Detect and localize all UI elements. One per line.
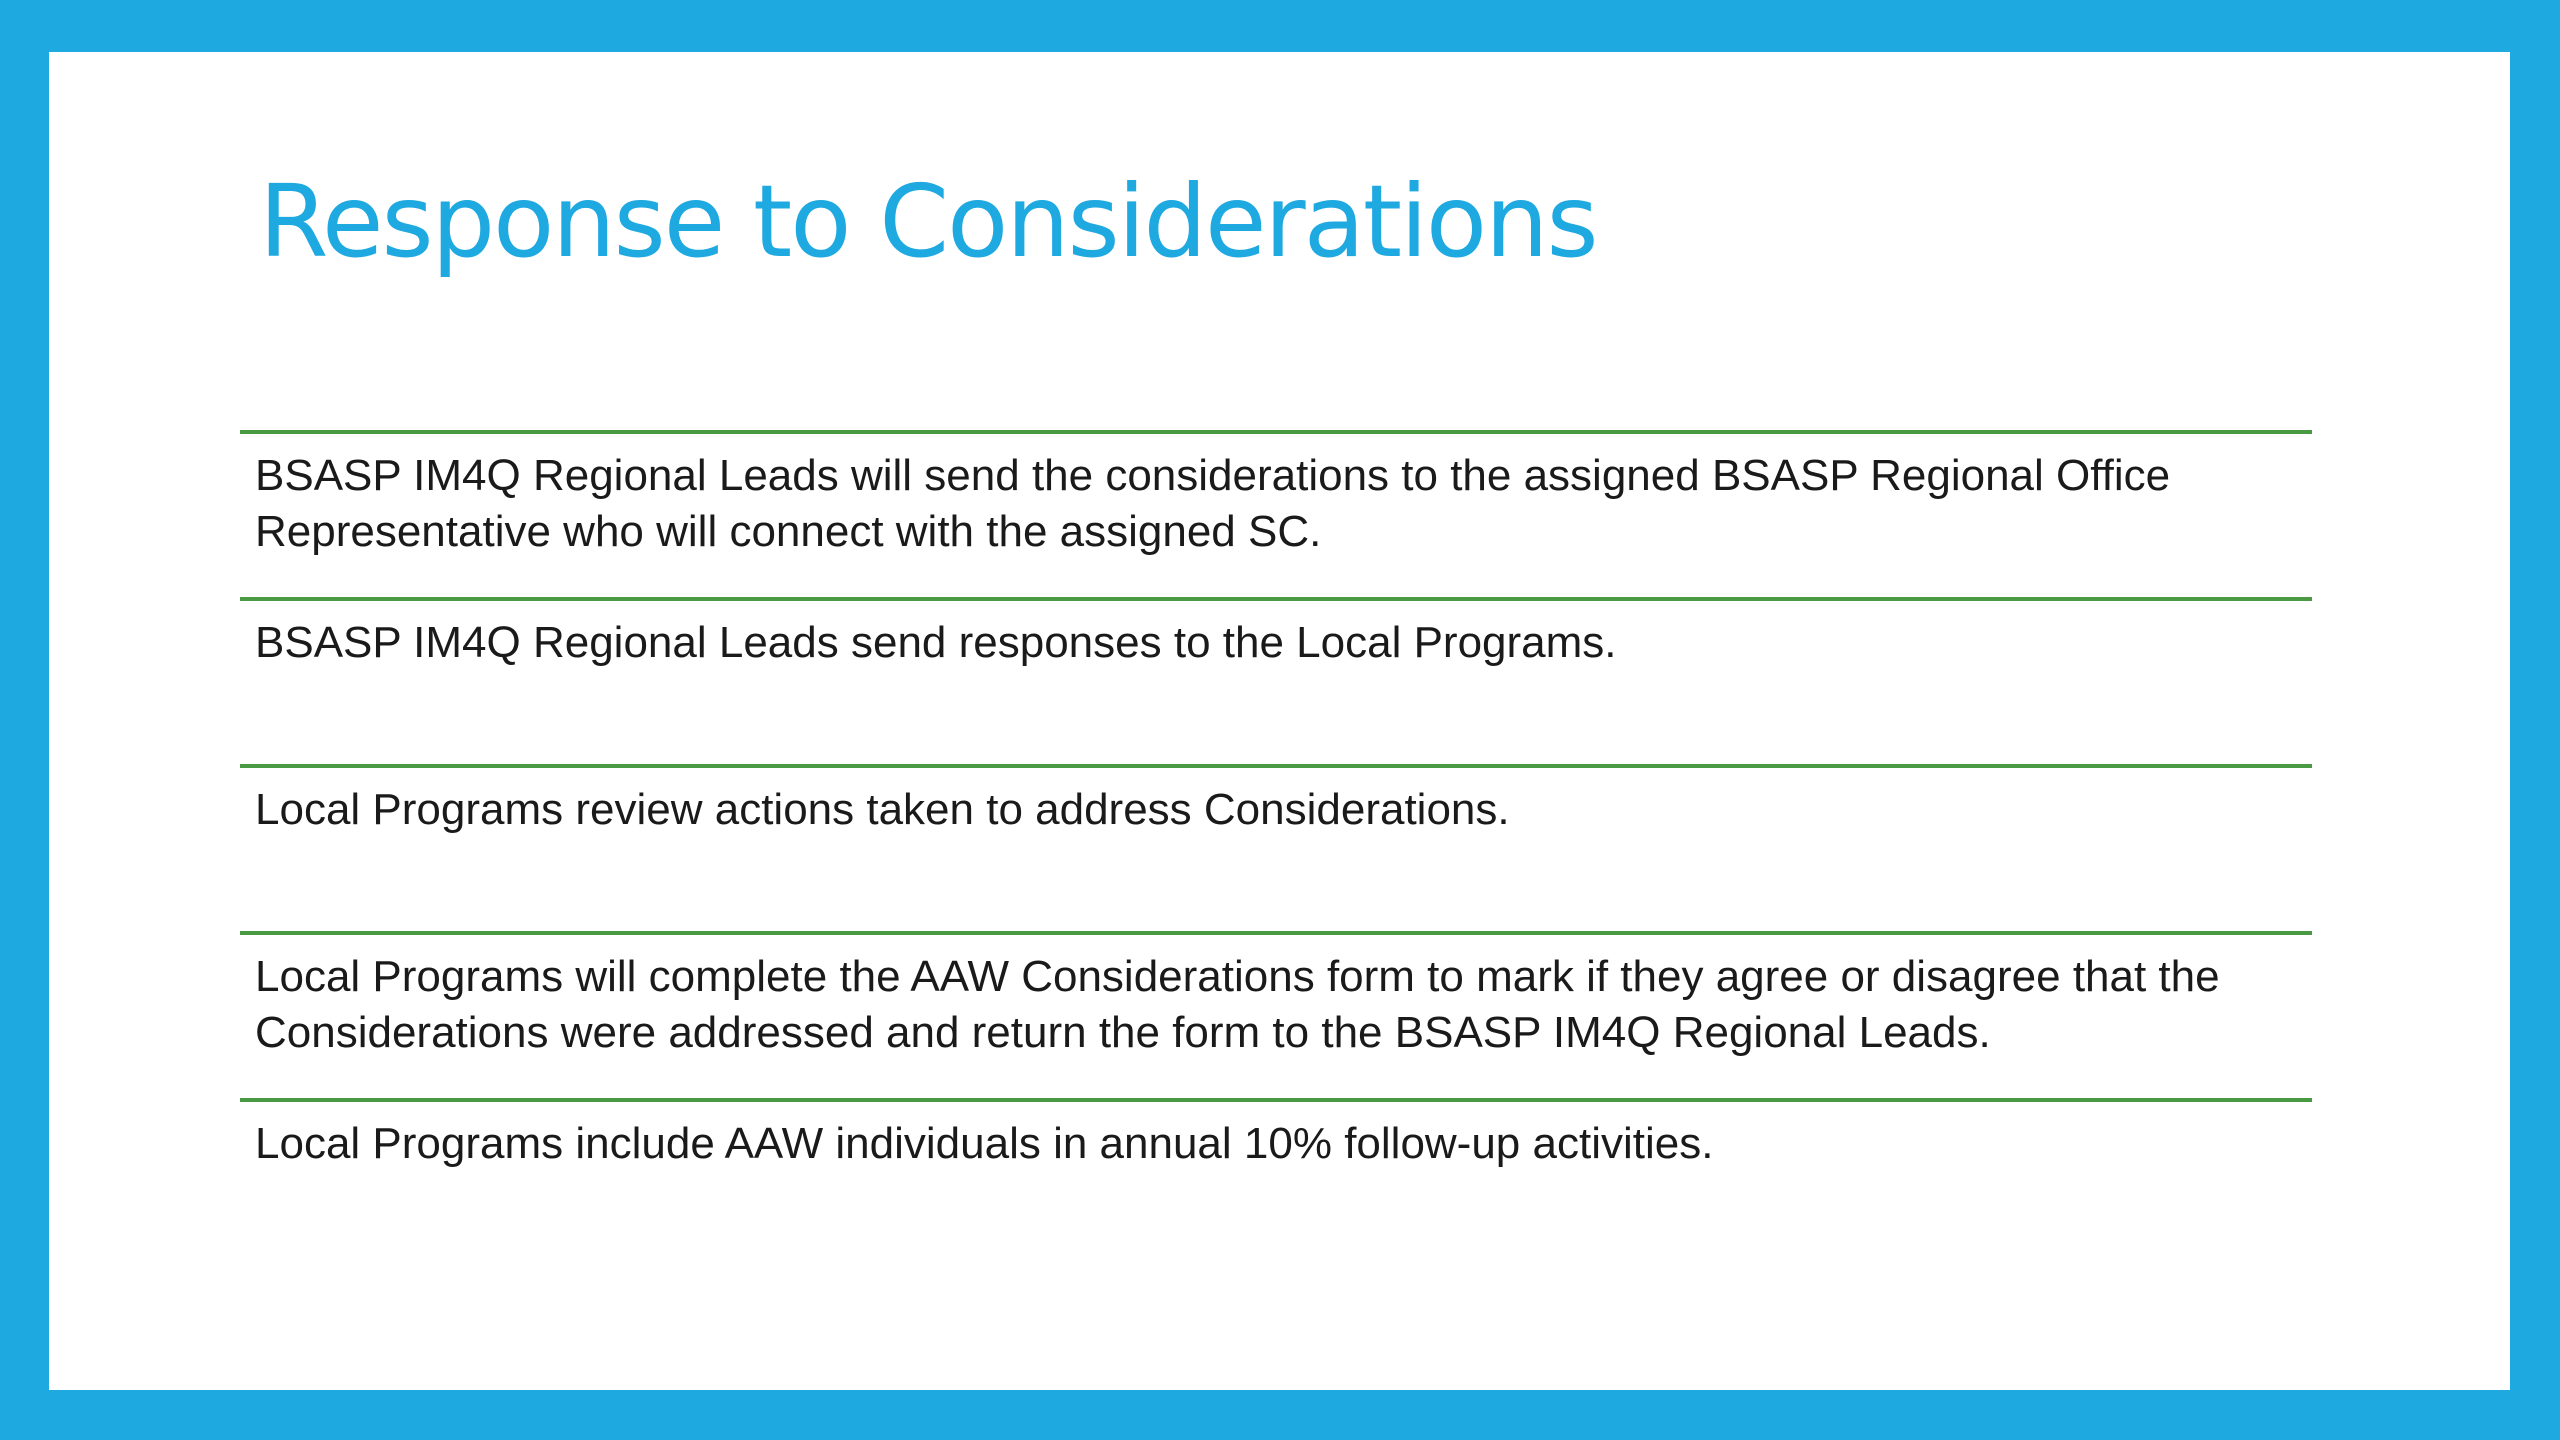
list-item-text: Local Programs include AAW individuals in annual 10% follow-up activities. [255,1119,1714,1168]
list-item [240,1098,2312,1265]
list-item [240,597,2312,764]
slide [49,52,2510,1390]
list-item [240,931,2312,1098]
list-item-text: Local Programs review actions taken to address Considerations. [255,785,1510,834]
list-item-text: Local Programs will complete the AAW Considerations form to mark if they agree or disagree that the Considerations were addressed and return the form to the BSASP IM4Q Regional Leads. [255,952,2220,1057]
list-item [240,764,2312,931]
slide-title: Response to Considerations [259,163,1597,280]
list-item [240,430,2312,597]
list-item-text: BSASP IM4Q Regional Leads send responses to the Local Programs. [255,618,1617,667]
list-item-text: BSASP IM4Q Regional Leads will send the considerations to the assigned BSASP Regional Office Representative who will connect with the assigned SC. [255,451,2171,556]
item-list [240,430,2312,1265]
